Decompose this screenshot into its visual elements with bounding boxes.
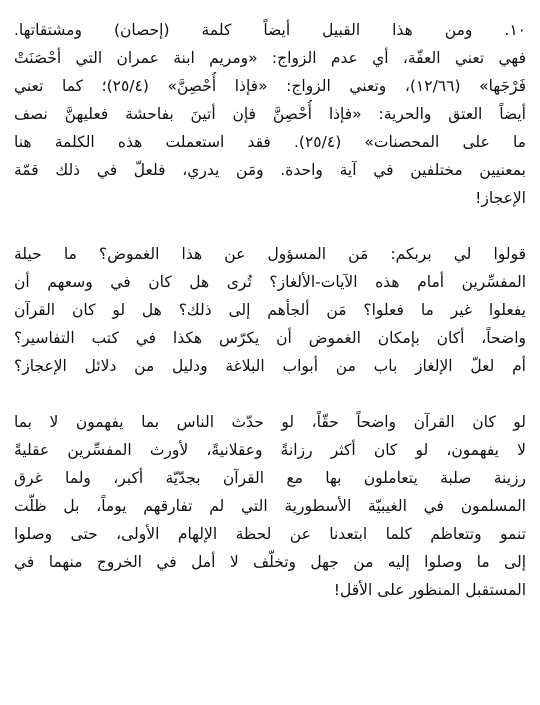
text-line: تنمو وتتعاظم كلما ابتعدنا عن لحظة الإلهام الأولى، حتى وصلوا xyxy=(14,525,526,543)
text-line: لو كان القرآن واضحاً حقّاً، لو حدّث الناس بما يفهمون لا بما xyxy=(14,413,526,431)
paragraph-2 xyxy=(14,240,526,380)
text-line: لا يفهمون، لو كان أكثر رزانةً وعقلانيةً، لأورث المفسِّرين عقليةً xyxy=(14,441,526,459)
text-line: فَرْجَها» (١٢/٦٦)، وتعني الزواج: «فإذا أُحْصِنَّ» (٢٥/٤)؛ كما تعني xyxy=(14,77,526,95)
text-line: المستقبل المنظور على الأقل! xyxy=(333,581,526,599)
text-line: بمعنيين مختلفين في آية واحدة. ومَن يدري، فلعلّ في ذلك قمّة xyxy=(14,161,526,179)
text-line: يفعلوا غير ما فعلوا؟ مَن ألجأهم إلى ذلك؟ هل لو كان القرآن xyxy=(14,301,526,319)
text-line: فهي تعني العفّة، أي عدم الزواج: «ومريم ابنة عمران التي أحْصَنَتْ xyxy=(14,49,526,67)
document-page xyxy=(14,16,526,604)
text-line: ١٠. ومن هذا القبيل أيضاً كلمة (إحصان) ومشتقاتها. xyxy=(14,21,526,39)
paragraph-1 xyxy=(14,16,526,212)
text-line: ما على المحصنات» (٢٥/٤). فقد استعملت هذه الكلمة هنا xyxy=(14,133,526,151)
text-line: الإعجاز! xyxy=(475,189,526,207)
text-line: إلى ما وصلوا إليه من جهل وتخلّف لا أمل في الخروج منهما في xyxy=(14,553,526,571)
text-line: المسلمون في الغيبيّة الأسطورية التي لم تفارقهم يوماً، بل ظلّت xyxy=(14,497,526,515)
text-line: واضحاً، أكان بإمكان الغموض أن يكرّس هكذا في كتب التفاسير؟ xyxy=(14,329,526,347)
text-line: رزينة صلبة يتعاملون بها مع القرآن بجدّيّة أكبر، ولما غرق xyxy=(14,469,526,487)
text-line: أم لعلّ الإلغاز باب من أبواب البلاغة ودليل من دلائل الإعجاز؟ xyxy=(14,357,526,375)
paragraph-spacer xyxy=(14,380,526,408)
text-line: المفسِّرين أمام هذه الآيات-الألغاز؟ تُرى هل كان في وسعهم أن xyxy=(14,273,526,291)
text-line: أيضاً العتق والحرية: «فإذا أُحْصِنَّ فإن أتينَ بفاحشة فعليهنَّ نصف xyxy=(14,105,526,123)
text-line: قولوا لي بربكم: مَن المسؤول عن هذا الغموض؟ ما حيلة xyxy=(14,245,526,263)
paragraph-3 xyxy=(14,408,526,604)
paragraph-spacer xyxy=(14,212,526,240)
